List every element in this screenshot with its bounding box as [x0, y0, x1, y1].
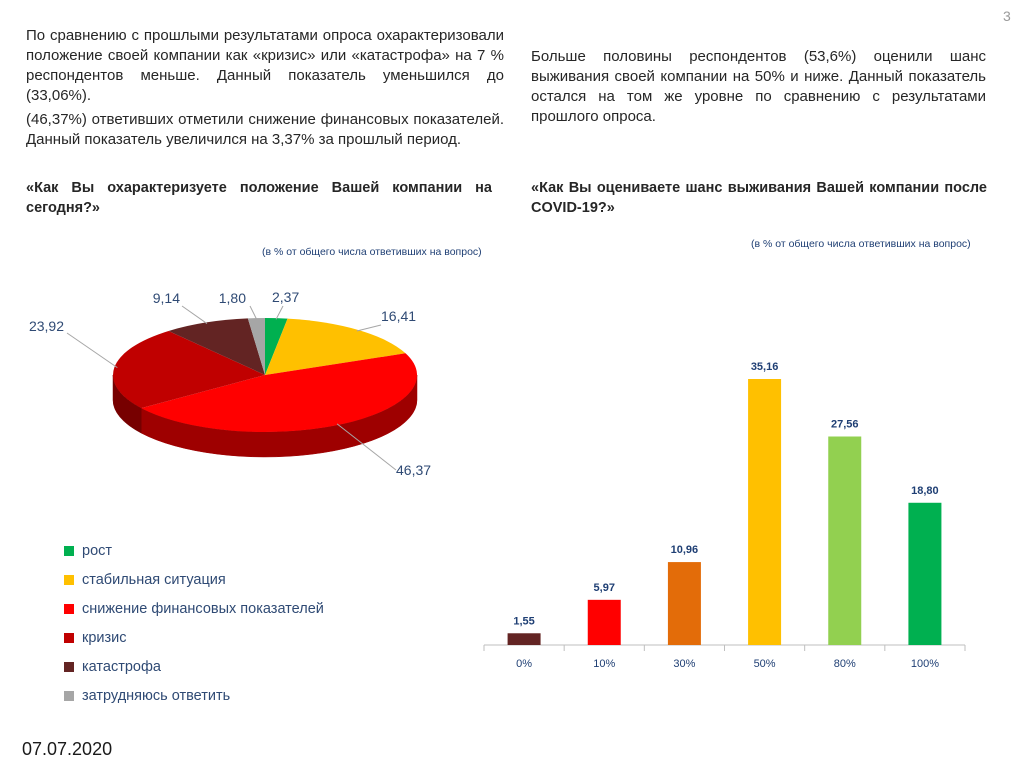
- pie-leader-line: [67, 333, 117, 368]
- pie-data-label: 16,41: [381, 308, 417, 324]
- pie-leader-line: [276, 306, 283, 319]
- bar-value-label: 5,97: [593, 581, 615, 594]
- pie-legend: [64, 536, 324, 710]
- pie-data-label: 23,92: [28, 318, 64, 334]
- page-number: 3: [1003, 8, 1011, 24]
- left-paragraph-2: (46,37%) ответивших отметили снижение финансовых показателей. Данный показатель увеличился на 3,37% за прошлый период.: [26, 111, 504, 148]
- bar-chart: [470, 330, 980, 680]
- legend-label: кризис: [82, 629, 127, 646]
- date: 07.07.2020: [22, 739, 113, 759]
- bar: [588, 600, 621, 645]
- bar-category-label: 30%: [673, 658, 696, 670]
- right-unit-note: (в % от общего числа ответивших на вопрос): [751, 238, 971, 250]
- left-unit-note: (в % от общего числа ответивших на вопрос): [262, 246, 482, 258]
- bar-category-label: 80%: [833, 658, 856, 670]
- bar-category-label: 50%: [753, 658, 776, 670]
- legend-label: стабильная ситуация: [82, 571, 226, 588]
- bar: [828, 436, 861, 645]
- pie-leader-line: [357, 325, 381, 331]
- legend-item: [64, 623, 324, 652]
- bar-value-label: 10,96: [670, 544, 699, 557]
- legend-item: [64, 536, 324, 565]
- pie-data-label: 46,37: [396, 462, 432, 478]
- pie-leader-line: [182, 306, 207, 324]
- bar-value-label: 35,16: [750, 361, 779, 373]
- left-question: «Как Вы охарактеризуете положение Вашей компании на сегодня?»: [26, 180, 492, 216]
- legend-label: катастрофа: [82, 658, 161, 675]
- legend-swatch: [64, 691, 74, 701]
- right-paragraph: Больше половины респондентов (53,6%) оценили шанс выживания своей компании на 50% и ниже. Данный показатель остался на том же уровне по сравнению с результатами прошлого опроса.: [531, 48, 986, 125]
- bar-value-label: 27,56: [830, 418, 859, 431]
- bar: [508, 633, 541, 645]
- bar: [908, 503, 941, 645]
- legend-swatch: [64, 662, 74, 672]
- pie-data-label: 1,80: [218, 290, 246, 306]
- bar-category-label: 0%: [516, 658, 533, 670]
- legend-item: [64, 652, 324, 681]
- legend-label: рост: [82, 542, 113, 559]
- pie-leader-line: [250, 306, 257, 319]
- left-paragraph-1: По сравнению с прошлыми результатами опроса охарактеризовали положение своей компании как «кризис» или «катастрофа» на 7 % респондентов меньше. Данный показатель уменьшился до (33,06%).: [26, 27, 504, 104]
- legend-swatch: [64, 575, 74, 585]
- legend-swatch: [64, 604, 74, 614]
- legend-item: [64, 594, 324, 623]
- right-question: «Как Вы оцениваете шанс выживания Вашей компании после COVID-19?»: [531, 180, 987, 216]
- bar-value-label: 18,80: [911, 484, 939, 497]
- bar: [668, 562, 701, 645]
- legend-label: снижение финансовых показателей: [82, 600, 324, 617]
- legend-label: затрудняюсь ответить: [82, 687, 231, 704]
- legend-item: [64, 681, 324, 710]
- bar: [748, 379, 781, 645]
- pie-chart: [0, 270, 520, 510]
- legend-swatch: [64, 633, 74, 643]
- bar-category-label: 10%: [593, 658, 616, 670]
- pie-data-label: 9,14: [152, 290, 180, 306]
- bar-value-label: 1,55: [513, 615, 535, 628]
- legend-swatch: [64, 546, 74, 556]
- pie-data-label: 2,37: [272, 289, 300, 305]
- bar-category-label: 100%: [910, 658, 939, 670]
- legend-item: [64, 565, 324, 594]
